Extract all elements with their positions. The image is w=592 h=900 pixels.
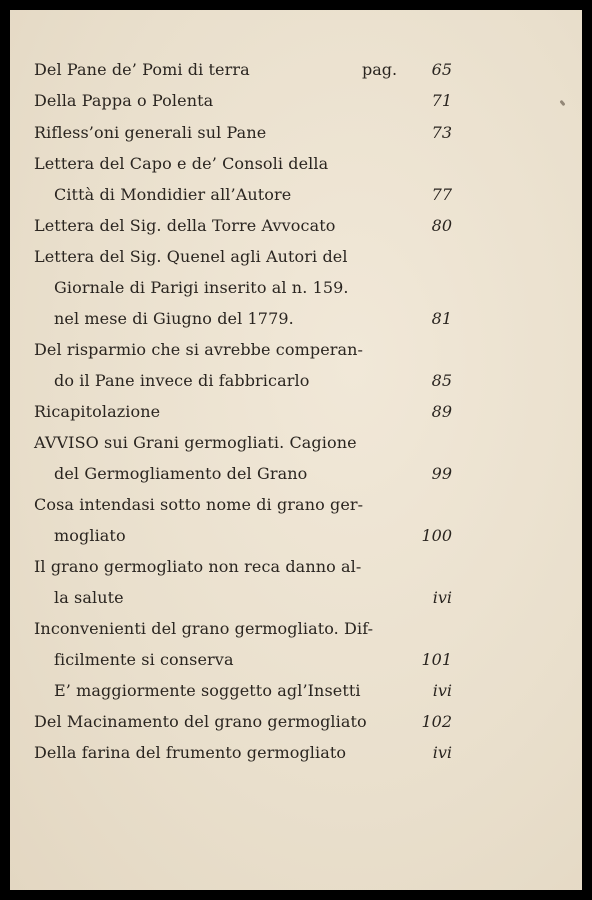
toc-line (10, 275, 582, 301)
toc-line (10, 88, 582, 114)
toc-entry-text: Ricapitolazione (34, 402, 161, 421)
toc-line (10, 461, 582, 487)
toc-entry-text: nel mese di Giugno del 1779. (54, 309, 294, 328)
toc-entry-text: mogliato (54, 526, 126, 545)
toc-entry-text: Rifless’oni generali sul Pane (34, 123, 267, 142)
toc-entry-text: del Germogliamento del Grano (54, 464, 308, 483)
toc-entry-text: Del Pane de’ Pomi di terra (34, 60, 250, 79)
toc-line (10, 306, 582, 332)
toc-line (10, 151, 582, 177)
toc-line (10, 523, 582, 549)
toc-entry-text: Della Pappa o Polenta (34, 91, 214, 110)
toc-entry-text: Il grano germogliato non reca danno al- (34, 557, 362, 576)
toc-line (10, 678, 582, 704)
toc-line (10, 492, 582, 518)
toc-line (10, 57, 582, 83)
toc-line (10, 244, 582, 270)
toc-entry-text: Lettera del Sig. Quenel agli Autori del (34, 247, 348, 266)
toc-page-number: 81 (431, 309, 452, 328)
toc-line (10, 616, 582, 642)
toc-page-number: 89 (431, 402, 452, 421)
toc-line (10, 120, 582, 146)
toc-entry-text: Inconvenienti del grano germogliato. Dif- (34, 619, 374, 638)
toc-entry-text: AVVISO sui Grani germogliati. Cagione (34, 433, 357, 452)
toc-line (10, 182, 582, 208)
toc-page-number: ivi (432, 743, 452, 762)
toc-entry-text: Cosa intendasi sotto nome di grano ger- (34, 495, 364, 514)
toc-entry-text: E’ maggiormente soggetto agl’Insetti (54, 681, 361, 700)
book-page (10, 10, 582, 890)
toc-line (10, 647, 582, 673)
toc-line (10, 709, 582, 735)
toc-page-number: 71 (431, 91, 452, 110)
toc-entry-text: Del Macinamento del grano germogliato (34, 712, 367, 731)
toc-page-number: 65 (431, 60, 452, 79)
toc-page-number: 73 (431, 123, 452, 142)
toc-page-number: 100 (421, 526, 452, 545)
toc-page-number: 102 (421, 712, 452, 731)
toc-entry-text: Della farina del frumento germogliato (34, 743, 347, 762)
toc-entry-text: Lettera del Capo e de’ Consoli della (34, 154, 329, 173)
toc-entry-text: do il Pane invece di fabbricarlo (54, 371, 310, 390)
toc-page-number: 77 (431, 185, 452, 204)
toc-page-number: ivi (432, 588, 452, 607)
toc-line (10, 585, 582, 611)
toc-entry-text: Del risparmio che si avrebbe comperan- (34, 340, 364, 359)
toc-line (10, 554, 582, 580)
toc-line (10, 337, 582, 363)
toc-entry-text: Lettera del Sig. della Torre Avvocato (34, 216, 336, 235)
toc-line (10, 368, 582, 394)
toc-page-number: 80 (431, 216, 452, 235)
toc-line (10, 430, 582, 456)
toc-entry-text: Città di Mondidier all’Autore (54, 185, 292, 204)
toc-page-number: 99 (431, 464, 452, 483)
toc-page-number: 85 (431, 371, 452, 390)
toc-line (10, 213, 582, 239)
toc-entry-text: ficilmente si conserva (54, 650, 234, 669)
toc-line (10, 399, 582, 425)
toc-page-number: 101 (421, 650, 452, 669)
table-of-contents (10, 10, 582, 890)
toc-entry-text: Giornale di Parigi inserito al n. 159. (54, 278, 349, 297)
pag-label: pag. (362, 60, 398, 79)
toc-page-number: ivi (432, 681, 452, 700)
toc-line (10, 740, 582, 766)
toc-entry-text: la salute (54, 588, 124, 607)
